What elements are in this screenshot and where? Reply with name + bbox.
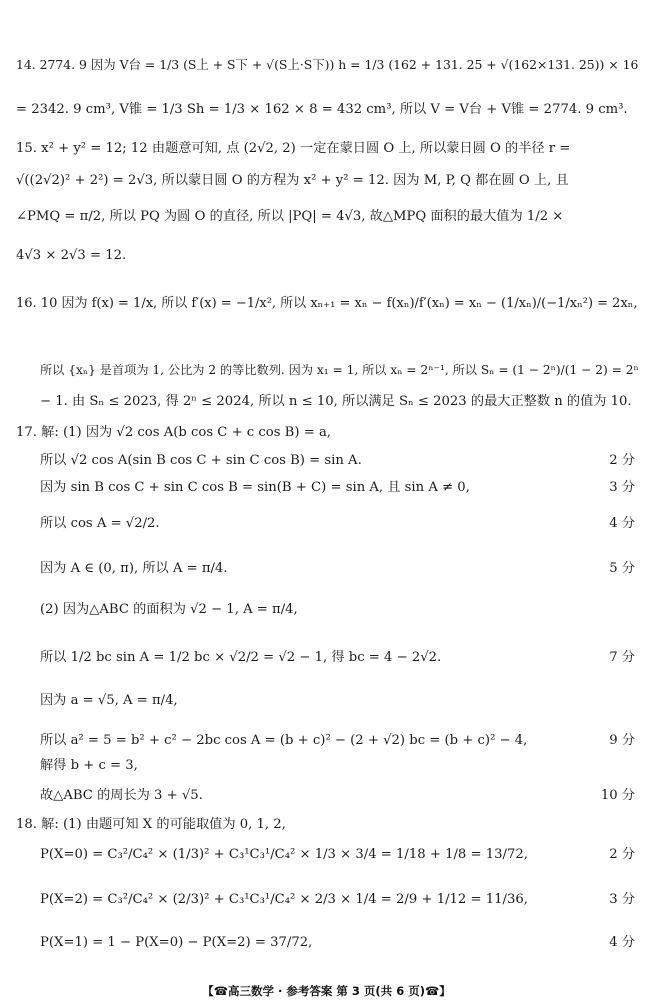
score-17-s7: 9 分 [609, 733, 635, 748]
line-17-p2: (2) 因为△ABC 的面积为 √2 − 1, A = π/4, [40, 602, 298, 617]
score-17-s5: 7 分 [609, 650, 635, 665]
line-16-b: 所以 {xₙ} 是首项为 1, 公比为 2 的等比数列. 因为 x₁ = 1, 所以 xₙ = 2ⁿ⁻¹, 所以 Sₙ = (1 − 2ⁿ)/(1 − 2) = 2ⁿ [40, 363, 639, 377]
line-15-a: 15. x² + y² = 12; 12 由题意可知, 点 (2√2, 2) 一定在蒙日圆 O 上, 所以蒙日圆 O 的半径 r = [16, 141, 571, 156]
line-17-s1: 所以 √2 cos A(sin B cos C + sin C cos B) = sin A. [40, 453, 362, 468]
score-17-s3: 4 分 [609, 516, 635, 531]
line-18-s3: P(X=1) = 1 − P(X=0) − P(X=2) = 37/72, [40, 935, 313, 950]
line-18-s2: P(X=2) = C₃²/C₄² × (2/3)² + C₃¹C₃¹/C₄² × 2/3 × 1/4 = 2/9 + 1/12 = 11/36, [40, 892, 528, 907]
line-17-s6: 因为 a = √5, A = π/4, [40, 693, 178, 708]
score-17-s4: 5 分 [609, 561, 635, 576]
line-14-b: = 2342. 9 cm³, V锥 = 1/3 Sh = 1/3 × 162 × 8 = 432 cm³, 所以 V = V台 + V锥 = 2774. 9 cm³. [16, 102, 628, 117]
line-17-s8: 解得 b + c = 3, [40, 758, 138, 773]
page-footer: 【☎高三数学 · 参考答案 第 3 页(共 6 页)☎】 [202, 984, 451, 998]
line-17-s5: 所以 1/2 bc sin A = 1/2 bc × √2/2 = √2 − 1, 得 bc = 4 − 2√2. [40, 650, 442, 665]
line-16-c: − 1. 由 Sₙ ≤ 2023, 得 2ⁿ ≤ 2024, 所以 n ≤ 10, 所以满足 Sₙ ≤ 2023 的最大正整数 n 的值为 10. [40, 394, 632, 409]
line-17-s9: 故△ABC 的周长为 3 + √5. [40, 788, 203, 803]
score-17-s2: 3 分 [609, 480, 635, 495]
score-18-s3: 4 分 [609, 935, 635, 950]
line-17-s4: 因为 A ∈ (0, π), 所以 A = π/4. [40, 561, 228, 576]
line-17-s3: 所以 cos A = √2/2. [40, 516, 160, 531]
score-18-s1: 2 分 [609, 847, 635, 862]
line-18-s1: P(X=0) = C₃²/C₄² × (1/3)² + C₃¹C₃¹/C₄² × 1/3 × 3/4 = 1/18 + 1/8 = 13/72, [40, 847, 528, 862]
line-16-a: 16. 10 因为 f(x) = 1/x, 所以 f′(x) = −1/x², 所以 xₙ₊₁ = xₙ − f(xₙ)/f′(xₙ) = xₙ − (1/xₙ)/(−1/xₙ²) = 2xₙ, [16, 296, 638, 311]
line-14-a: 14. 2774. 9 因为 V台 = 1/3 (S上 + S下 + √(S上·S下)) h = 1/3 (162 + 131. 25 + √(162×131. 25)) × 16 [16, 57, 639, 72]
score-17-s1: 2 分 [609, 453, 635, 468]
line-17-q: 17. 解: (1) 因为 √2 cos A(b cos C + c cos B) = a, [16, 425, 331, 440]
score-18-s2: 3 分 [609, 892, 635, 907]
line-17-s7: 所以 a² = 5 = b² + c² − 2bc cos A = (b + c)² − (2 + √2) bc = (b + c)² − 4, [40, 733, 528, 748]
line-15-b: √((2√2)² + 2²) = 2√3, 所以蒙日圆 O 的方程为 x² + y² = 12. 因为 M, P, Q 都在圆 O 上, 且 [16, 173, 569, 188]
line-15-c: ∠PMQ = π/2, 所以 PQ 为圆 O 的直径, 所以 |PQ| = 4√3, 故△MPQ 面积的最大值为 1/2 × [16, 209, 564, 224]
line-17-s2: 因为 sin B cos C + sin C cos B = sin(B + C) = sin A, 且 sin A ≠ 0, [40, 480, 470, 495]
line-18-q: 18. 解: (1) 由题可知 X 的可能取值为 0, 1, 2, [16, 817, 286, 832]
score-17-s9: 10 分 [600, 788, 635, 803]
line-15-d: 4√3 × 2√3 = 12. [16, 248, 127, 263]
